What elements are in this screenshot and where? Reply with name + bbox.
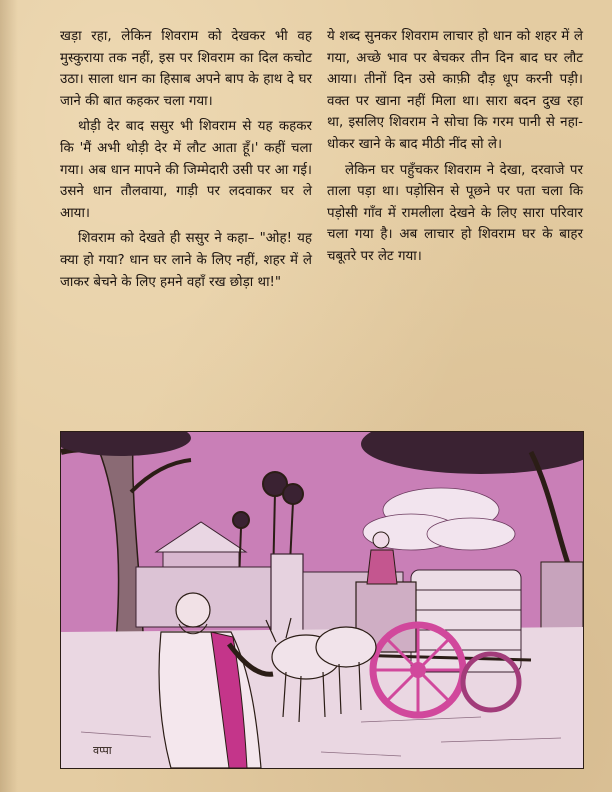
left-paragraph-1: खड़ा रहा, लेकिन शिवराम को देखकर भी वह मुस्कुराया तक नहीं, इस पर शिवराम का दिल कचोट उठा। साला धान का हिसाब अपने बाप के हाथ दे घर जाने की बात कहकर चला गया। [60, 29, 312, 109]
right-paragraph-2: लेकिन घर पहुँचकर शिवराम ने देखा, दरवाजे पर ताला पड़ा था। पड़ोसिन से पूछने पर पता चला कि पड़ोसी गाँव में रामलीला देखने के लिए सारा परिवार चला गया है। अब लाचार हो शिवराम घर के बाहर चबूतरे पर लेट गया। [327, 162, 583, 264]
left-paragraph-2: थोड़ी देर बाद ससुर भी शिवराम से यह कहकर कि 'मैं अभी थोड़ी देर में लौट आता हूँ।' कहीं चला गया। अब धान मापने की जिम्मेदारी उसी पर आ गई। उसने धान तौलवाया, गाड़ी पर लदवाकर घर ले आया। [60, 119, 312, 221]
story-illustration [60, 431, 584, 769]
left-text-column [60, 26, 312, 293]
left-paragraph-3: शिवराम को देखते ही ससुर ने कहा– "ओह! यह क्या हो गया? धान घर लाने के लिए नहीं, शहर में ले जाकर बेचने के लिए हमने वहाँ रख छोड़ा था!" [60, 231, 312, 290]
right-paragraph-1: ये शब्द सुनकर शिवराम लाचार हो धान को शहर में ले गया, अच्छे भाव पर बेचकर तीन दिन बाद घर लौट आया। तीनों दिन उसे काफ़ी दौड़ धूप करनी पड़ी। वक्त पर खाना नहीं मिला था। सारा बदन दुख रहा था, इसलिए शिवराम ने सोचा कि गरम पानी से नहा-धोकर खाने के बाद मीठी नींद सो ले। [327, 29, 583, 152]
illustration-drawing [61, 432, 583, 768]
right-text-column [327, 26, 583, 268]
page-edge-shadow [0, 0, 18, 792]
artist-signature: वप्पा [93, 744, 112, 757]
